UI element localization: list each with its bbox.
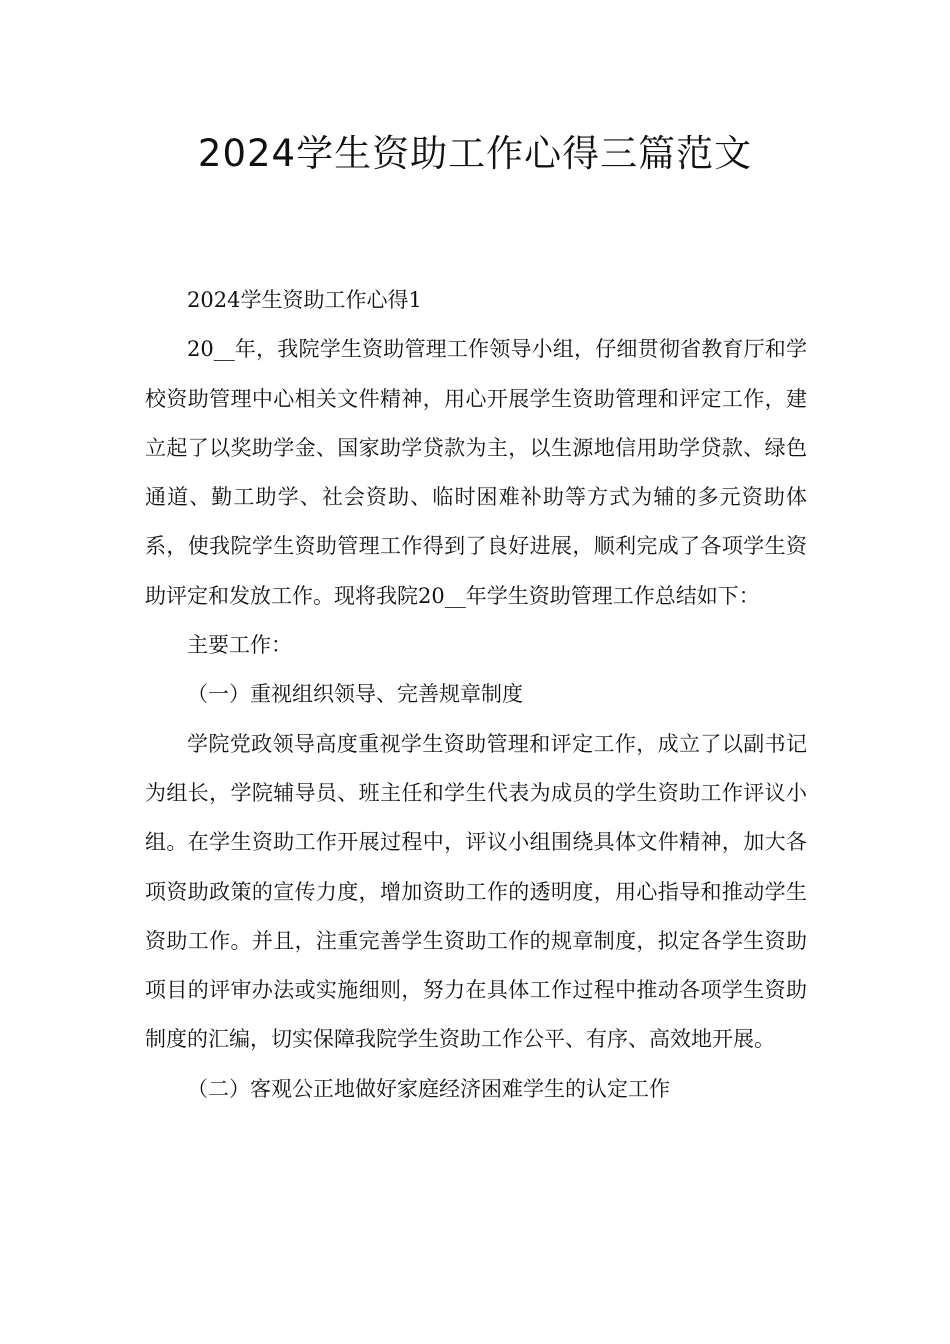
subsection-heading: （二）客观公正地做好家庭经济困难学生的认定工作 bbox=[187, 1076, 670, 1101]
subsection-heading: （一）重视组织领导、完善规章制度 bbox=[187, 682, 523, 707]
section-heading: 主要工作： bbox=[187, 633, 292, 658]
section-heading: 2024学生资助工作心得1 bbox=[187, 288, 422, 312]
body-paragraph: 学院党政领导高度重视学生资助管理和评定工作，成立了以副书记为组长，学院辅导员、班主任和学生代表为成员的学生资助工作评议小组。在学生资助工作开展过程中，评议小组围绕具体文件精神，加大各项资助政策的宣传力度，增加资助工作的透明度，用心指导和推动学生资助工作。并且，注重完善学生资助工作的规章制度，拟定各学生资助项目的评审办法或实施细则，努力在具体工作过程中推动各项学生资助制度的汇编，切实保障我院学生资助工作公平、有序、高效地开展。 bbox=[145, 731, 807, 1052]
document-title: 2024学生资助工作心得三篇范文 bbox=[197, 132, 753, 175]
body-paragraph: 20__年，我院学生资助管理工作领导小组，仔细贯彻省教育厅和学校资助管理中心相关文件精神，用心开展学生资助管理和评定工作，建立起了以奖助学金、国家助学贷款为主，以生源地信用助学贷款、绿色通道、勤工助学、社会资助、临时困难补助等方式为辅的多元资助体系，使我院学生资助管理工作得到了良好进展，顺利完成了各项学生资助评定和发放工作。现将我院20__年学生资助管理工作总结如下： bbox=[145, 337, 807, 608]
document-body bbox=[145, 276, 807, 1114]
